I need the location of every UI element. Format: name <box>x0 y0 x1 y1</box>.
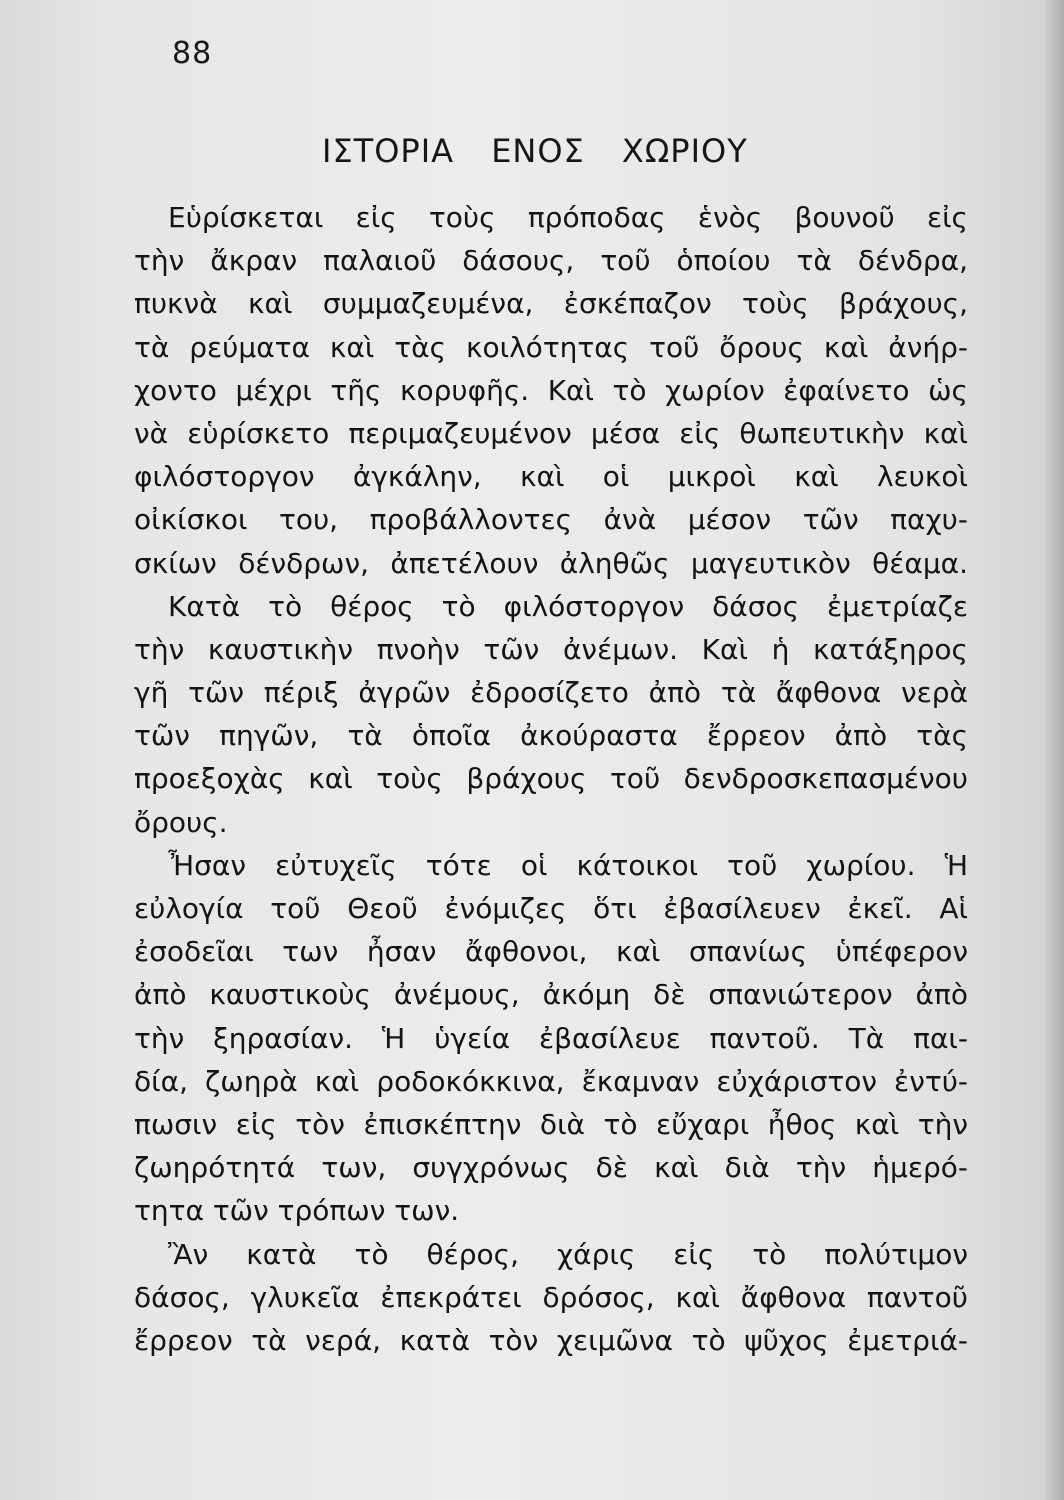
page-edge-shadow <box>1042 0 1064 1500</box>
text-line: ζωηρότητά των, συγχρόνως δὲ καὶ διὰ τὴν ἡμερό- <box>134 1151 968 1185</box>
text-line: τὴν καυστικὴν πνοὴν τῶν ἀνέμων. Καὶ ἡ κατάξηρος <box>134 632 968 666</box>
text-line: εὐλογία τοῦ Θεοῦ ἐνόμιζες ὅτι ἐβασίλευεν ἐκεῖ. Αἱ <box>134 892 968 925</box>
text-line: Ἦσαν εὐτυχεῖς τότε οἱ κάτοικοι τοῦ χωρίου. Ἡ <box>168 848 968 882</box>
body-text <box>134 196 968 1362</box>
text-line: νὰ εὑρίσκετο περιμαζευμένον μέσα εἰς θωπευτικὴν καὶ <box>134 416 968 450</box>
text-line: σκίων δένδρων, ἀπετέλουν ἀληθῶς μαγευτικὸν θέαμα. <box>134 546 968 580</box>
page-number: 88 <box>172 36 213 71</box>
text-line: τῶν πηγῶν, τὰ ὁποῖα ἀκούραστα ἔρρεον ἀπὸ τὰς <box>134 719 968 753</box>
text-line: Ἂν κατὰ τὸ θέρος, χάρις εἰς τὸ πολύτιμον <box>168 1237 968 1271</box>
chapter-title: ΙΣΤΟΡΙΑ ΕΝΟΣ ΧΩΡΙΟΥ <box>322 132 748 170</box>
text-line: οἰκίσκοι του, προβάλλοντες ἀνὰ μέσον τῶν παχυ- <box>134 503 968 537</box>
text-line: χοντο μέχρι τῆς κορυφῆς. Καὶ τὸ χωρίον ἐφαίνετο ὡς <box>134 373 968 407</box>
text-line: γῆ τῶν πέριξ ἀγρῶν ἐδροσίζετο ἀπὸ τὰ ἄφθονα νερὰ <box>134 676 968 710</box>
text-line: ὄρους. <box>134 805 228 839</box>
text-line: Κατὰ τὸ θέρος τὸ φιλόστοργον δάσος ἐμετρίαζε <box>168 589 968 623</box>
text-line: φιλόστοργον ἀγκάλην, καὶ οἱ μικροὶ καὶ λευκοὶ <box>134 460 968 494</box>
text-line: πωσιν εἰς τὸν ἐπισκέπτην διὰ τὸ εὔχαρι ἦθος καὶ τὴν <box>134 1107 968 1141</box>
text-line: ἀπὸ καυστικοὺς ἀνέμους, ἀκόμη δὲ σπανιώτερον ἀπὸ <box>134 978 968 1012</box>
text-line: τὴν ξηρασίαν. Ἡ ὑγεία ἐβασίλευε παντοῦ. Τὰ παι- <box>134 1021 968 1055</box>
text-line: ἔρρεον τὰ νερά, κατὰ τὸν χειμῶνα τὸ ψῦχος ἐμετριά- <box>134 1323 968 1357</box>
text-line: Εὑρίσκεται εἰς τοὺς πρόποδας ἑνὸς βουνοῦ εἰς <box>168 201 968 234</box>
text-line: τὰ ρεύματα καὶ τὰς κοιλότητας τοῦ ὄρους καὶ ἀνήρ- <box>134 330 968 364</box>
text-line: ἐσοδεῖαι των ἦσαν ἄφθονοι, καὶ σπανίως ὑπέφερον <box>134 935 968 969</box>
text-line: δάσος, γλυκεῖα ἐπεκράτει δρόσος, καὶ ἄφθονα παντοῦ <box>134 1280 968 1314</box>
text-line: τητα τῶν τρόπων των. <box>134 1194 460 1228</box>
text-line: πυκνὰ καὶ συμμαζευμένα, ἐσκέπαζον τοὺς βράχους, <box>134 287 968 321</box>
text-line: τὴν ἄκραν παλαιοῦ δάσους, τοῦ ὁποίου τὰ δένδρα, <box>134 244 968 278</box>
text-line: προεξοχὰς καὶ τοὺς βράχους τοῦ δενδροσκεπασμένου <box>134 762 968 796</box>
text-line: δία, ζωηρὰ καὶ ροδοκόκκινα, ἔκαμναν εὐχάριστον ἐντύ- <box>134 1064 968 1098</box>
